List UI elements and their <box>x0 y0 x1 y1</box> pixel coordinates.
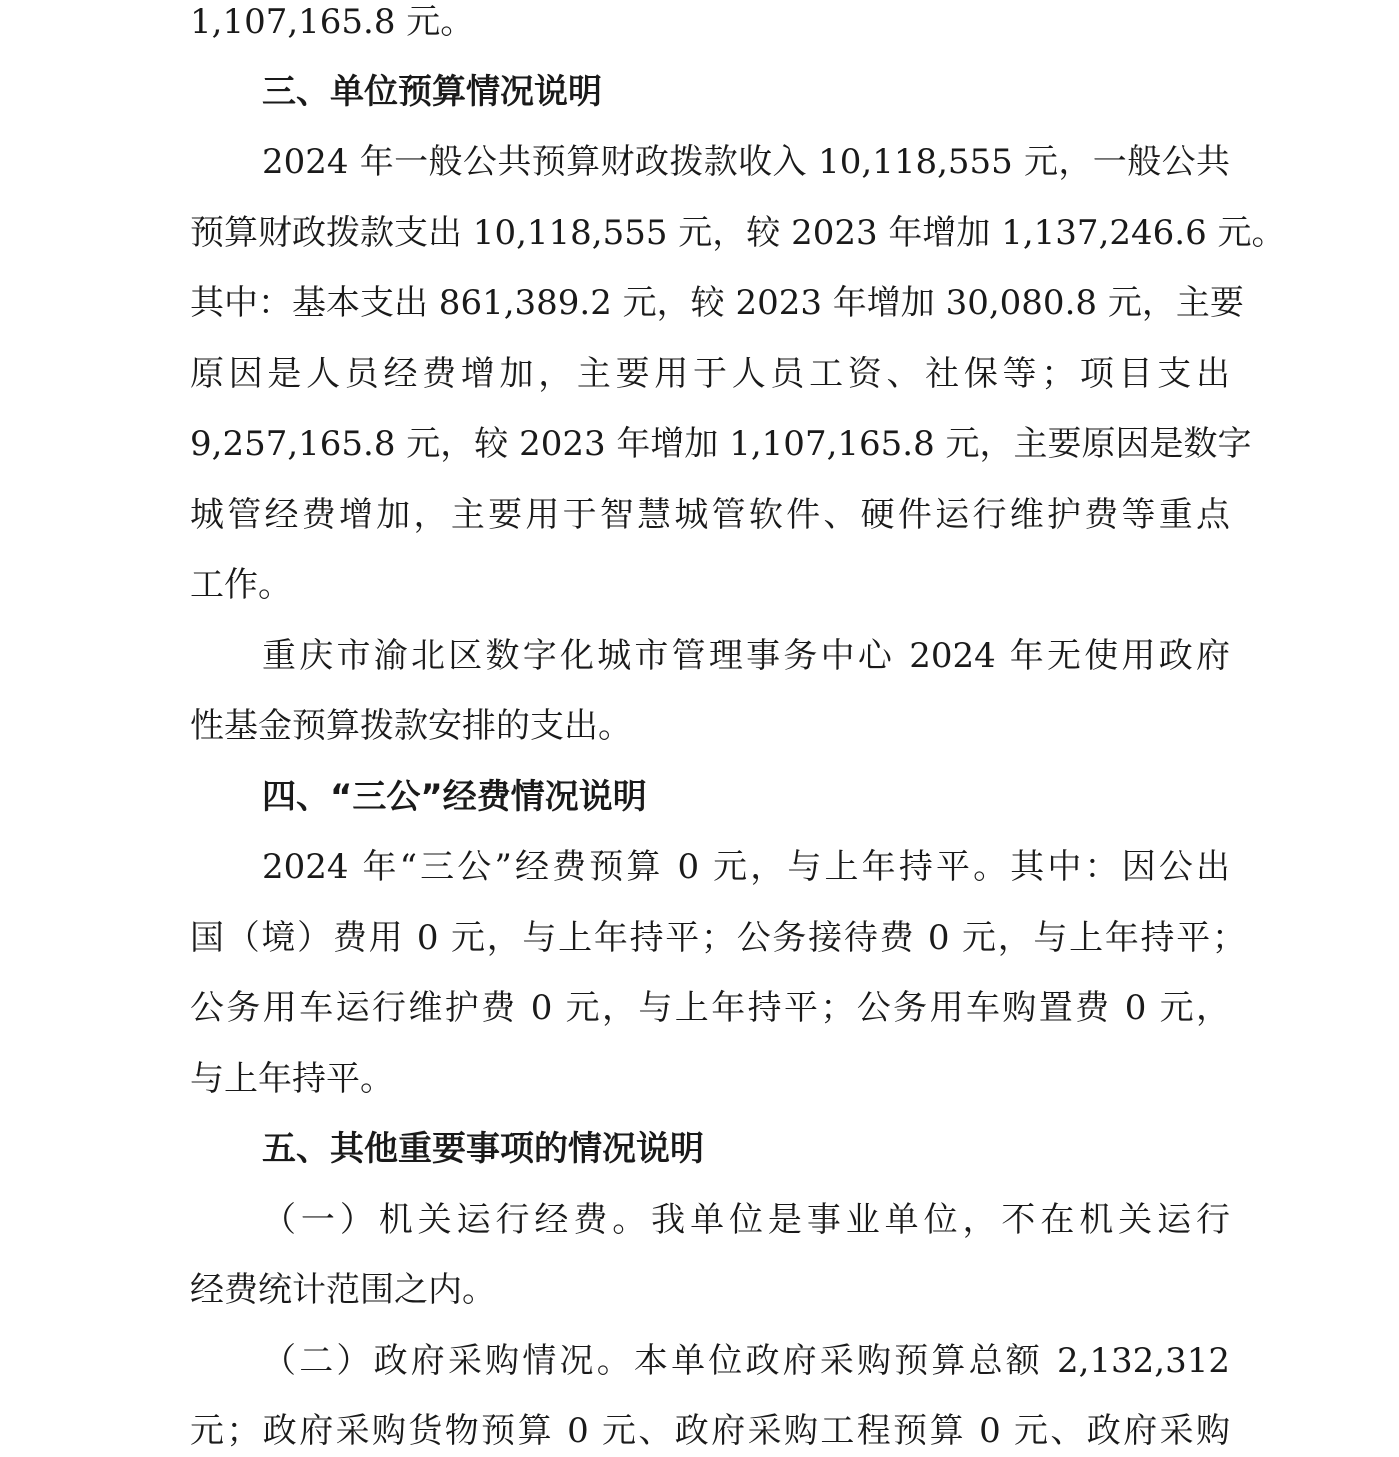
text-line: 公务用车运行维护费 0 元，与上年持平；公务用车购置费 0 元， <box>190 988 1230 1028</box>
text-line: 城管经费增加，主要用于智慧城管软件、硬件运行维护费等重点 <box>190 495 1230 535</box>
text-line: 9,257,165.8 元，较 2023 年增加 1,107,165.8 元，主要原因是数字 <box>190 424 1252 464</box>
section-heading-3: 三、单位预算情况说明 <box>262 72 602 112</box>
text-line: （二）政府采购情况。本单位政府采购预算总额 2,132,312 <box>262 1341 1230 1381</box>
text-line: （一）机关运行经费。我单位是事业单位，不在机关运行 <box>262 1200 1230 1240</box>
text-line: 原因是人员经费增加，主要用于人员工资、社保等；项目支出 <box>190 354 1230 394</box>
text-line: 元；政府采购货物预算 0 元、政府采购工程预算 0 元、政府采购 <box>190 1411 1230 1451</box>
text-line: 其中：基本支出 861,389.2 元，较 2023 年增加 30,080.8 元，主要 <box>190 283 1244 323</box>
text-line: 1,107,165.8 元。 <box>190 2 475 42</box>
text-line: 2024 年“三公”经费预算 0 元，与上年持平。其中：因公出 <box>262 847 1230 887</box>
text-line: 2024 年一般公共预算财政拨款收入 10,118,555 元，一般公共 <box>262 142 1230 182</box>
text-line: 重庆市渝北区数字化城市管理事务中心 2024 年无使用政府 <box>262 636 1230 676</box>
text-line: 国（境）费用 0 元，与上年持平；公务接待费 0 元，与上年持平； <box>190 918 1246 958</box>
text-line: 预算财政拨款支出 10,118,555 元，较 2023 年增加 1,137,246.6 元。 <box>190 213 1286 253</box>
text-line: 工作。 <box>190 565 292 605</box>
text-line: 经费统计范围之内。 <box>190 1270 496 1310</box>
text-line: 与上年持平。 <box>190 1059 394 1099</box>
text-line: 性基金预算拨款安排的支出。 <box>190 706 632 746</box>
section-heading-4: 四、“三公”经费情况说明 <box>262 777 647 817</box>
section-heading-5: 五、其他重要事项的情况说明 <box>262 1129 704 1169</box>
